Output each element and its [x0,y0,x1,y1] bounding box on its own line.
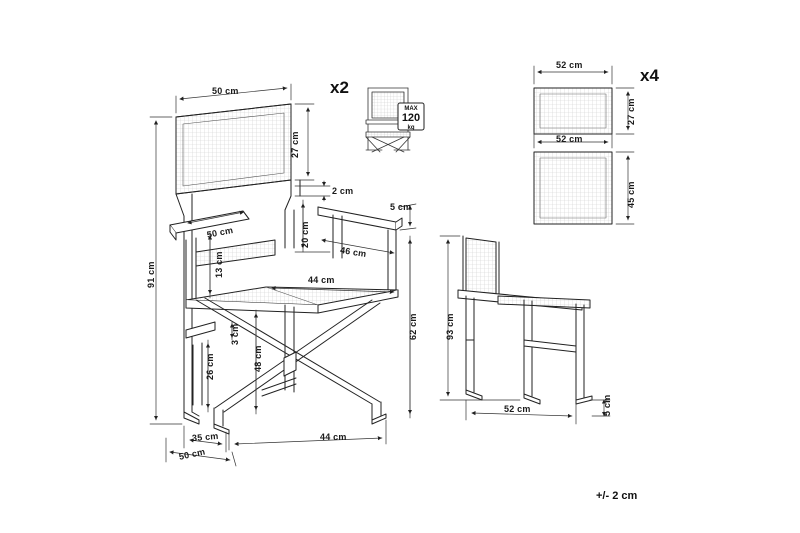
dim-seat-to-back-20: 20 cm [300,221,310,248]
dim-base-depth-35: 35 cm [191,430,219,444]
dim-side-total-height-93: 93 cm [445,313,455,340]
dim-leg-3cm: 3 cm [230,323,240,345]
max-load-line2: 120 [401,112,421,124]
dim-cover-bottom-width-52: 52 cm [556,134,583,144]
main-chair-backrest [176,104,291,194]
dim-leg-26: 26 cm [205,353,215,380]
chair-side-view [458,236,592,404]
tolerance-note: +/- 2 cm [596,490,638,502]
dim-seat-height-48: 48 cm [253,345,263,372]
dim-base-width-44: 44 cm [320,432,347,442]
dim-armrest-thickness-5: 5 cm [390,202,412,212]
dim-arm-height-13: 13 cm [214,251,224,278]
dim-backrest-width-top: 50 cm [212,86,239,96]
dim-cover-top-width-52: 52 cm [556,60,583,70]
max-load-line1: MAX [404,106,418,112]
dim-cover-top-height-27: 27 cm [626,98,636,125]
dim-total-height-91: 91 cm [146,261,156,288]
dim-armrest-depth-50: 50 cm [206,224,234,240]
dim-backrest-height: 27 cm [290,131,300,158]
cover-bottom [534,152,612,224]
dim-armrest-length-46: 46 cm [339,244,368,260]
max-load-line3: kg [407,125,415,131]
dim-side-depth-52: 52 cm [504,404,531,414]
quantity-chairs: x2 [330,78,349,97]
dim-cover-bottom-height-45: 45 cm [626,181,636,208]
quantity-covers: x4 [640,66,659,85]
dim-side-thickness-5: 5 cm [602,394,612,416]
dim-side-height-62: 62 cm [408,313,418,340]
max-load-badge [398,105,424,132]
dim-gap-2cm: 2 cm [332,186,354,196]
dim-base-depth-50: 50 cm [178,446,207,462]
dim-seat-width-44: 44 cm [308,275,335,285]
cover-top [534,88,612,134]
